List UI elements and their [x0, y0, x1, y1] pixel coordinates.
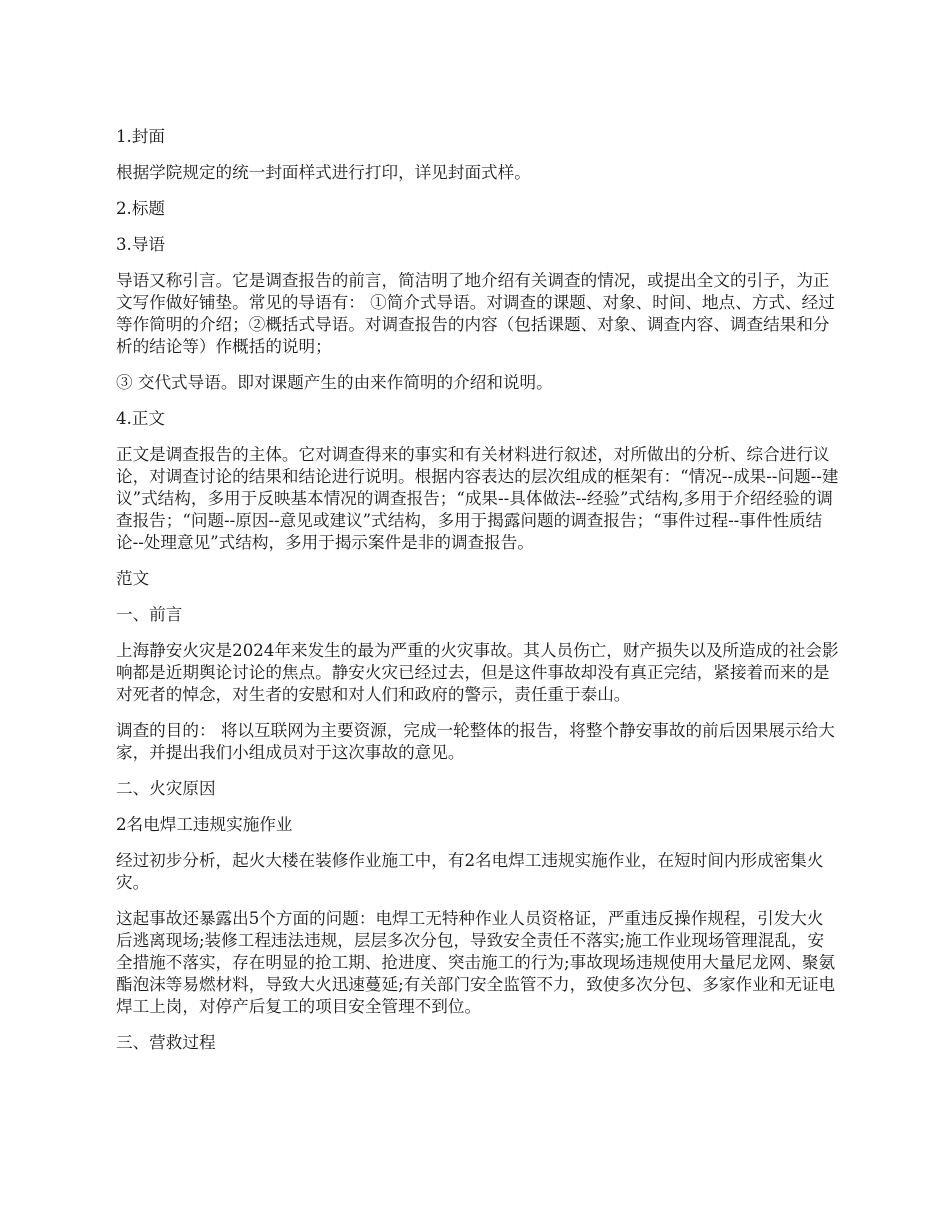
heading-title: 2.标题 [116, 199, 166, 218]
heading-preface: 一、前言 [116, 605, 183, 624]
subheading-welders: 2名电焊工违规实施作业 [116, 815, 293, 834]
paragraph-body-text: 正文是调查报告的主体。它对调查得来的事实和有关材料进行叙述，对所做出的分析、综合进行议论，对调查讨论的结果和结论进行说明。根据内容表达的层次组成的框架有：“情况--成果--问题--建议”式结构，多用于反映基本情况的调查报告；“成果--具体做法--经验”式结构,多用于介绍经验的调查报告；“问题--原因--意见或建议”式结构，多用于揭露问题的调查报告；“事件过程--事件性质结论--处理意见”式结构，多用于揭示案件是非的调查报告。 [116, 445, 839, 552]
heading-rescue: 三、营救过程 [116, 1033, 216, 1052]
paragraph-analysis: 经过初步分析，起火大楼在装修作业施工中，有2名电焊工违规实施作业，在短时间内形成密集火灾。 [116, 851, 824, 892]
heading-sample: 范文 [116, 569, 150, 588]
heading-lead: 3.导语 [116, 235, 166, 254]
paragraph-problems: 这起事故还暴露出5个方面的问题：电焊工无特种作业人员资格证，严重违反操作规程，引发大火后逃离现场;装修工程违法违规，层层多次分包，导致安全责任不落实;施工作业现场管理混乱，安全措施不落实，存在明显的抢工期、抢进度、突击施工的行为;事故现场违规使用大量尼龙网、聚氨酯泡沫等易燃材料，导致大火迅速蔓延;有关部门安全监管不力，致使多次分包、多家作业和无证电焊工上岗，对停产后复工的项目安全管理不到位。 [116, 909, 836, 1016]
heading-fire-cause: 二、火灾原因 [116, 779, 216, 798]
heading-cover: 1.封面 [116, 127, 166, 146]
heading-body: 4.正文 [116, 409, 166, 428]
paragraph-lead-text: 导语又称引言。它是调查报告的前言，简洁明了地介绍有关调查的情况，或提出全文的引子，为正文写作做好铺垫。常见的导语有： ①简介式导语。对调查的课题、对象、时间、地点、方式、经过等作简明的介绍；②概括式导语。对调查报告的内容（包括课题、对象、调查内容、调查结果和分析的结论等）作概括的说明； [116, 271, 835, 356]
document-body [116, 126, 840, 1068]
paragraph-fire-intro: 上海静安火灾是2024年来发生的最为严重的火灾事故。其人员伤亡，财产损失以及所造成的社会影响都是近期舆论讨论的焦点。静安火灾已经过去，但是这件事故却没有真正完结，紧接着而来的是对死者的悼念，对生者的安慰和对人们和政府的警示，责任重于泰山。 [116, 641, 839, 704]
paragraph-cover-text: 根据学院规定的统一封面样式进行打印，详见封面式样。 [116, 163, 531, 182]
paragraph-lead-type-3: ③ 交代式导语。即对课题产生的由来作简明的介绍和说明。 [116, 373, 553, 392]
paragraph-purpose: 调查的目的： 将以互联网为主要资源，完成一轮整体的报告，将整个静安事故的前后因果展示给大家，并提出我们小组成员对于这次事故的意见。 [116, 721, 835, 762]
